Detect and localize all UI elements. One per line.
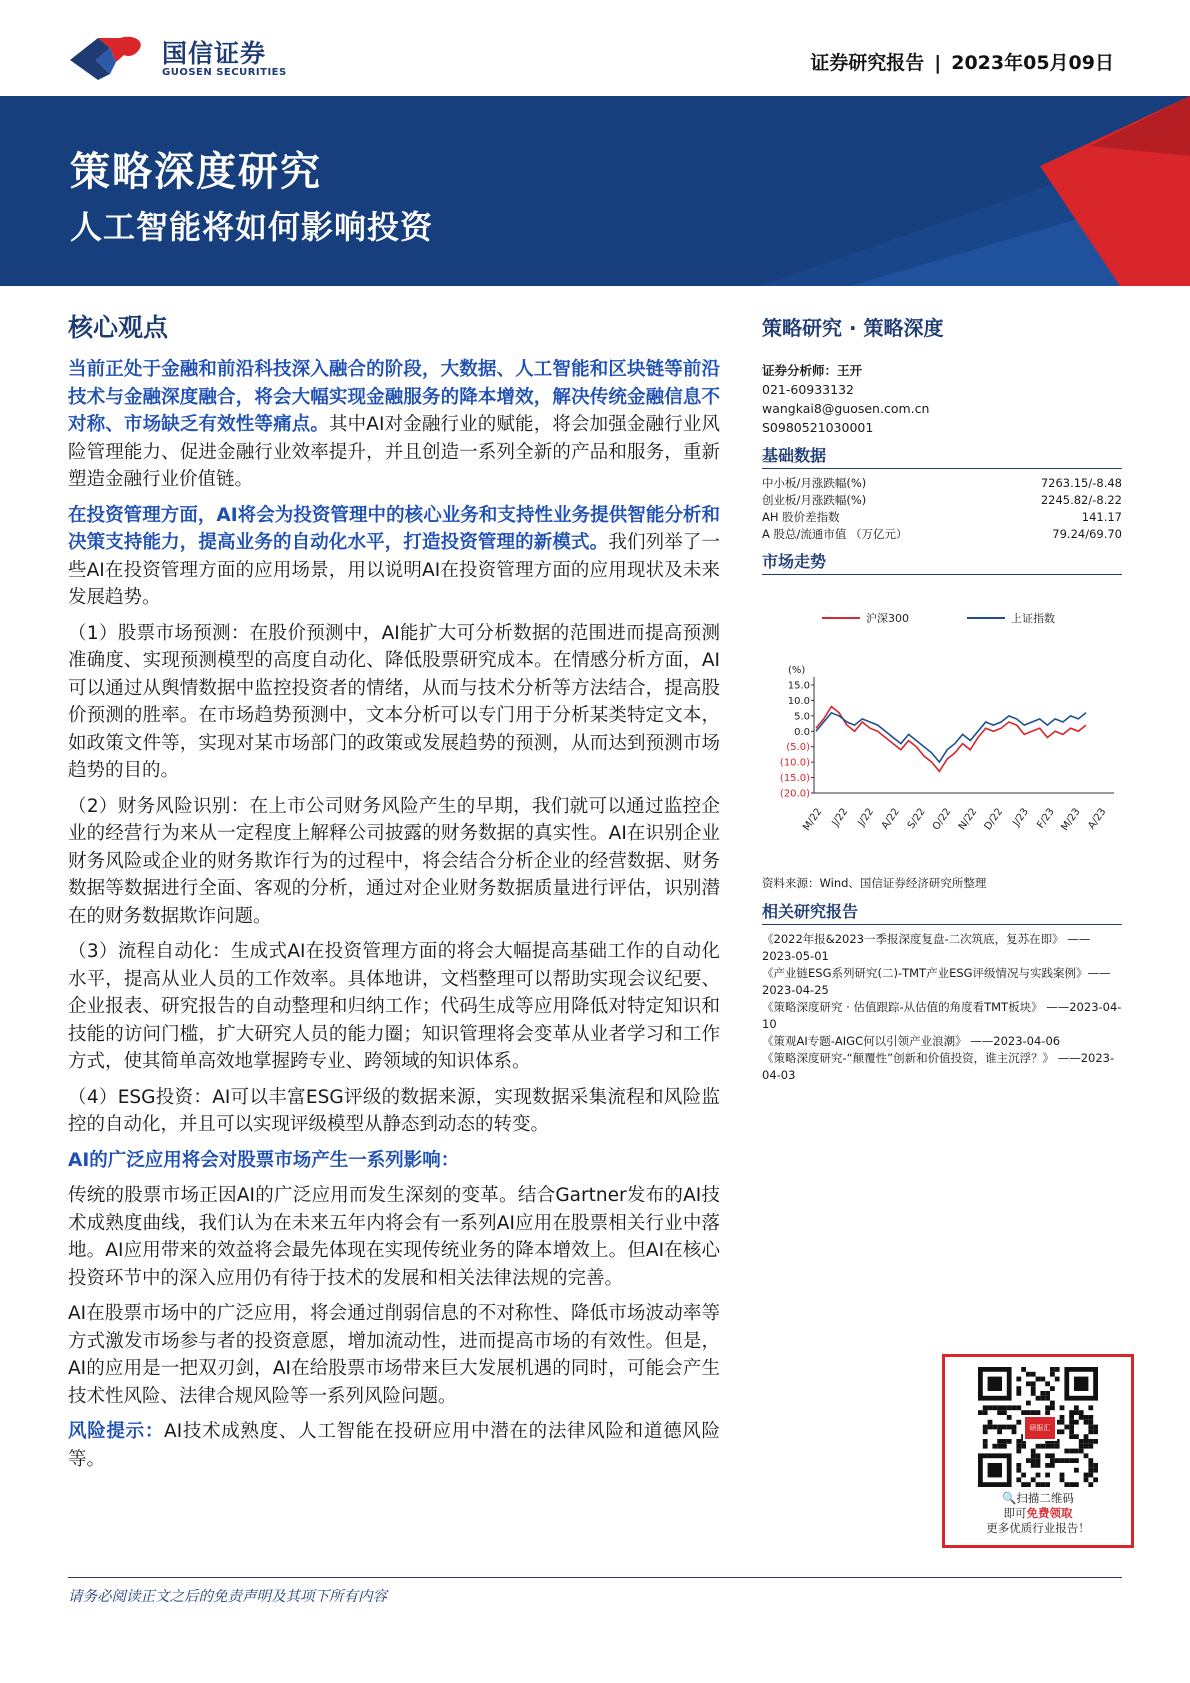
qr-module xyxy=(1069,1449,1074,1454)
qr-module xyxy=(1074,1410,1079,1415)
analyst-phone: 021-60933132 xyxy=(762,382,854,397)
y-axis-unit: (%) xyxy=(788,665,806,676)
x-tick-label: N/22 xyxy=(956,806,980,833)
x-tick-label: F/23 xyxy=(1035,806,1057,831)
qr-module xyxy=(1040,1391,1045,1396)
qr-module xyxy=(1055,1444,1060,1449)
qr-module xyxy=(1064,1449,1069,1454)
x-tick-label: M/22 xyxy=(801,806,825,833)
qr-module xyxy=(1002,1405,1007,1410)
qr-module xyxy=(1069,1415,1074,1420)
series-line xyxy=(816,707,1086,772)
basic-data-table xyxy=(762,475,1122,543)
basic-row xyxy=(762,509,1122,526)
qr-center-logo: 研报汇 xyxy=(1023,1415,1057,1441)
qr-module xyxy=(983,1410,988,1415)
impact-heading: AI的广泛应用将会对股票市场产生一系列影响： xyxy=(68,1149,460,1171)
qr-module xyxy=(1002,1425,1007,1430)
qr-module xyxy=(1069,1458,1074,1463)
qr-module xyxy=(1093,1429,1098,1434)
qr-module xyxy=(997,1410,1002,1415)
qr-module xyxy=(1016,1405,1021,1410)
qr-module xyxy=(1074,1434,1079,1439)
qr-module xyxy=(988,1420,993,1425)
qr-promo[interactable] xyxy=(942,1354,1134,1548)
qr-module xyxy=(1084,1453,1089,1458)
related-report-item[interactable]: 《策略深度研究-“颠覆性”创新和价值投资，谁主沉浮？》 ——2023-04-03 xyxy=(762,1051,1115,1082)
qr-module xyxy=(1026,1381,1031,1386)
qr-module xyxy=(997,1444,1002,1449)
qr-module xyxy=(1069,1425,1074,1430)
qr-module xyxy=(1084,1415,1089,1420)
qr-module xyxy=(1016,1463,1021,1468)
qr-module xyxy=(1016,1439,1021,1444)
report-type: 证券研究报告 xyxy=(810,52,925,74)
qr-module xyxy=(1045,1381,1050,1386)
qr-module xyxy=(1060,1458,1065,1463)
qr-module xyxy=(1079,1410,1084,1415)
qr-module xyxy=(1036,1473,1041,1478)
qr-module xyxy=(983,1425,988,1430)
qr-module xyxy=(978,1410,983,1415)
basic-row xyxy=(762,526,1122,543)
brand-name-cn: 国信证券 xyxy=(162,39,267,68)
qr-module xyxy=(1088,1463,1093,1468)
qr-module xyxy=(1045,1473,1050,1478)
analyst-cert: S0980521030001 xyxy=(762,420,874,435)
qr-module xyxy=(1026,1401,1031,1406)
qr-module xyxy=(1016,1386,1021,1391)
basic-key: 中小板/月涨跌幅(%) xyxy=(762,476,867,490)
analyst-name: 证券分析师：王开 xyxy=(762,363,863,378)
qr-module xyxy=(1064,1482,1069,1487)
x-tick-label: D/22 xyxy=(982,806,1006,833)
related-report-item[interactable]: 《2022年报&2023一季报深度复盘-二次筑底，复苏在即》 ——2023-05-01 xyxy=(762,932,1091,963)
qr-module xyxy=(1002,1439,1007,1444)
sidebar xyxy=(762,300,1122,1084)
qr-module xyxy=(1079,1449,1084,1454)
qr-module xyxy=(1016,1468,1021,1473)
qr-module xyxy=(1045,1453,1050,1458)
qr-module xyxy=(1088,1429,1093,1434)
paragraph-1 xyxy=(68,356,720,494)
qr-module xyxy=(992,1405,997,1410)
qr-finder xyxy=(988,1377,1002,1391)
qr-module xyxy=(1088,1405,1093,1410)
related-report-item[interactable]: 《策观AI专题-AIGC何以引领产业浪潮》 ——2023-04-06 xyxy=(762,1034,1061,1048)
paragraph-esg: （4）ESG投资：AI可以丰富ESG评级的数据来源，实现数据采集流程和风险监控的自动化，并且可以实现评级模型从静态到动态的转变。 xyxy=(68,1086,720,1135)
qr-module xyxy=(1036,1458,1041,1463)
qr-module xyxy=(1084,1439,1089,1444)
qr-module xyxy=(1088,1420,1093,1425)
risk-warning xyxy=(68,1418,720,1473)
qr-caption-prefix: 即可 xyxy=(1003,1506,1027,1520)
qr-module xyxy=(1031,1449,1036,1454)
qr-module xyxy=(1045,1463,1050,1468)
market-trend-heading: 市场走势 xyxy=(762,549,1122,575)
guosen-logo-icon xyxy=(70,34,150,80)
qr-module xyxy=(1060,1415,1065,1420)
qr-caption-free xyxy=(945,1506,1131,1521)
qr-module xyxy=(1026,1482,1031,1487)
qr-module xyxy=(1055,1458,1060,1463)
footer-divider xyxy=(68,1577,1122,1578)
qr-module xyxy=(1045,1444,1050,1449)
qr-module xyxy=(1036,1444,1041,1449)
qr-caption-highlight: 免费领取 xyxy=(1026,1506,1073,1520)
qr-module xyxy=(1045,1391,1050,1396)
qr-caption-scan: 🔍扫描二维码 xyxy=(1002,1491,1074,1505)
paragraph-financial-risk: （2）财务风险识别：在上市公司财务风险产生的早期，我们就可以通过监控企业的经营行为来从一定程度上解释公司披露的财务数据的真实性。AI在识别企业财务风险或企业的财务欺诈行为的过程中，将会结合分析企业的经营数据、财务数据等数据进行全面、客观的分析，通过对企业财务数据质量进行评估，识别潜在的财务数据欺诈问题。 xyxy=(68,795,720,927)
paragraph-2 xyxy=(68,502,720,612)
x-tick-label: M/23 xyxy=(1059,806,1083,833)
meta-separator: | xyxy=(934,52,942,74)
market-trend-chart xyxy=(762,581,1122,873)
sidebar-title: 策略研究 · 策略深度 xyxy=(762,316,944,340)
qr-module xyxy=(1050,1458,1055,1463)
trend-chart-svg xyxy=(762,581,1122,873)
x-tick-label: A/22 xyxy=(879,806,902,832)
qr-module xyxy=(1088,1473,1093,1478)
qr-module xyxy=(1026,1458,1031,1463)
qr-module xyxy=(1088,1425,1093,1430)
qr-module xyxy=(1007,1425,1012,1430)
basic-row xyxy=(762,475,1122,492)
qr-module xyxy=(1031,1386,1036,1391)
related-reports-list xyxy=(762,931,1122,1084)
y-tick-label: 15.0 xyxy=(787,680,810,692)
x-tick-label: J/23 xyxy=(1011,806,1032,829)
qr-module xyxy=(988,1425,993,1430)
qr-module xyxy=(1060,1477,1065,1482)
x-tick-label: O/22 xyxy=(930,806,954,833)
analyst-email[interactable]: wangkai8@guosen.com.cn xyxy=(762,401,930,416)
qr-module xyxy=(1050,1463,1055,1468)
x-tick-label: J/22 xyxy=(830,806,851,829)
qr-module xyxy=(1093,1468,1098,1473)
qr-module xyxy=(1069,1420,1074,1425)
qr-module xyxy=(1060,1405,1065,1410)
p1-text: 其中AI对金融行业的赋能，将会加强金融行业风险管理能力、促进金融行业效率提升，并且创造一系列全新的产品和服务，重新塑造金融行业价值链。 xyxy=(68,414,720,490)
x-tick-label: A/23 xyxy=(1086,806,1109,832)
qr-module xyxy=(1036,1377,1041,1382)
p2-text: 我们列举了一些AI在投资管理方面的应用场景，用以说明AI在投资管理方面的应用现状及未来发展趋势。 xyxy=(68,532,720,608)
brand-name-en: GUOSEN SECURITIES xyxy=(162,67,287,78)
qr-module xyxy=(1016,1449,1021,1454)
basic-value: 79.24/69.70 xyxy=(1052,527,1122,541)
qr-module xyxy=(1050,1453,1055,1458)
qr-module xyxy=(1045,1396,1050,1401)
qr-module xyxy=(1040,1482,1045,1487)
legend-label: 上证指数 xyxy=(1011,612,1055,625)
qr-module xyxy=(1021,1482,1026,1487)
qr-module xyxy=(1084,1420,1089,1425)
qr-module xyxy=(1084,1477,1089,1482)
qr-module xyxy=(1021,1444,1026,1449)
title-banner xyxy=(0,96,1190,286)
qr-module xyxy=(1088,1415,1093,1420)
qr-module xyxy=(1060,1473,1065,1478)
series-line xyxy=(816,713,1086,762)
qr-module xyxy=(1084,1434,1089,1439)
qr-module xyxy=(1069,1410,1074,1415)
qr-module xyxy=(1016,1391,1021,1396)
qr-module xyxy=(1060,1420,1065,1425)
qr-module xyxy=(983,1439,988,1444)
qr-module xyxy=(988,1405,993,1410)
basic-key: AH 股价差指数 xyxy=(762,510,840,524)
qr-module xyxy=(1074,1449,1079,1454)
y-tick-label: (10.0) xyxy=(779,757,810,769)
qr-module xyxy=(1031,1391,1036,1396)
qr-module xyxy=(1088,1482,1093,1487)
x-tick-label: S/22 xyxy=(905,806,928,832)
qr-module xyxy=(1040,1444,1045,1449)
qr-module xyxy=(1079,1439,1084,1444)
qr-module xyxy=(1088,1439,1093,1444)
qr-module xyxy=(1036,1396,1041,1401)
qr-module xyxy=(1021,1473,1026,1478)
qr-module xyxy=(1074,1468,1079,1473)
qr-module xyxy=(1031,1372,1036,1377)
qr-module xyxy=(1012,1425,1017,1430)
paragraph-automation: （3）流程自动化：生成式AI在投资管理方面的将会大幅提高基础工作的自动化水平，提高从业人员的工作效率。具体地讲，文档整理可以帮助实现会议纪要、企业报表、研究报告的自动整理和归纳工作；代码生成等应用降低对特定知识和技能的访问门槛，扩大研究人员的能力圈；知识管理将会变革从业者学习和工作方式，使其简单高效地掌握跨专业、跨领域的知识体系。 xyxy=(68,941,720,1072)
report-meta xyxy=(810,48,1114,75)
y-tick-label: 10.0 xyxy=(787,695,810,707)
qr-module xyxy=(992,1425,997,1430)
y-tick-label: (5.0) xyxy=(786,742,810,754)
basic-value: 141.17 xyxy=(1081,510,1122,524)
basic-key: A 股总/流通市值 （万亿元） xyxy=(762,527,908,541)
qr-module xyxy=(1074,1420,1079,1425)
qr-module xyxy=(1016,1420,1021,1425)
qr-caption-more: 更多优质行业报告！ xyxy=(986,1521,1090,1535)
page-header xyxy=(0,0,1190,96)
y-tick-label: (15.0) xyxy=(779,773,810,785)
related-report-item[interactable]: 《产业链ESG系列研究(二)-TMT产业ESG评级情况与实践案例》——2023-04-25 xyxy=(762,966,1111,997)
related-reports-heading: 相关研究报告 xyxy=(762,899,1122,925)
legend-label: 沪深300 xyxy=(866,612,909,625)
qr-module xyxy=(1074,1482,1079,1487)
paragraph-market-change: 传统的股票市场正因AI的广泛应用而发生深刻的变革。结合Gartner发布的AI技术成熟度曲线，我们认为在未来五年内将会有一系列AI应用在股票相关行业中落地。AI应用带来的效益将会最先体现在实现传统业务的降本增效上。但AI在核心投资环节中的深入应用仍有待于技术的发展和相关法律法规的完善。 xyxy=(68,1185,720,1289)
qr-module xyxy=(1093,1477,1098,1482)
qr-module xyxy=(1084,1444,1089,1449)
qr-module xyxy=(1069,1434,1074,1439)
qr-module xyxy=(997,1425,1002,1430)
qr-module xyxy=(1050,1386,1055,1391)
qr-module xyxy=(997,1405,1002,1410)
qr-module xyxy=(1007,1405,1012,1410)
report-title: 人工智能将如何影响投资 xyxy=(70,208,434,246)
qr-module xyxy=(1031,1458,1036,1463)
qr-module xyxy=(1002,1444,1007,1449)
qr-module xyxy=(1088,1468,1093,1473)
qr-module xyxy=(1036,1453,1041,1458)
qr-module xyxy=(1064,1425,1069,1430)
qr-module xyxy=(1031,1453,1036,1458)
paragraph-stock-prediction: （1）股票市场预测：在股价预测中，AI能扩大可分析数据的范围进而提高预测准确度、实现预测模型的高度自动化、降低股票研究成本。在情感分析方面，AI可以通过从舆情数据中监控投资者的情绪，从而与技术分析等方法结合，提高股价预测的胜率。在市场趋势预测中，文本分析可以专门用于分析某类特定文本，如政策文件等，实现对某市场部门的政策或发展趋势的预测，从而达到预测市场趋势的目的。 xyxy=(68,622,720,781)
y-tick-label: 5.0 xyxy=(794,711,810,723)
related-report-item[interactable]: 《策略深度研究 · 估值跟踪-从估值的角度看TMT板块》 ——2023-04-10 xyxy=(762,1000,1122,1031)
qr-module xyxy=(1069,1429,1074,1434)
qr-module xyxy=(1093,1463,1098,1468)
qr-module xyxy=(1055,1367,1060,1372)
qr-module xyxy=(1040,1396,1045,1401)
qr-module xyxy=(1055,1377,1060,1382)
qr-module xyxy=(1088,1458,1093,1463)
basic-key: 创业板/月涨跌幅(%) xyxy=(762,493,867,507)
qr-module xyxy=(1088,1444,1093,1449)
report-date: 2023年05月09日 xyxy=(951,52,1114,74)
qr-module xyxy=(1007,1439,1012,1444)
qr-module xyxy=(1012,1405,1017,1410)
qr-module xyxy=(983,1444,988,1449)
p2-highlight: 在投资管理方面，AI将会为投资管理中的核心业务和支持性业务提供智能分析和决策支持能力，提高业务的自动化水平，打造投资管理的新模式。 xyxy=(68,504,720,553)
qr-module xyxy=(1069,1482,1074,1487)
qr-finder xyxy=(988,1463,1002,1477)
paragraph-market-effect: AI在股票市场中的广泛应用，将会通过削弱信息的不对称性、降低市场波动率等方式激发市场参与者的投资意愿，增加流动性，进而提高市场的有效性。但是，AI的应用是一把双刃剑，AI在给股票市场带来巨大发展机遇的同时，可能会产生技术性风险、法律合规风险等一系列风险问题。 xyxy=(68,1303,720,1407)
qr-module xyxy=(1045,1482,1050,1487)
qr-module xyxy=(1093,1439,1098,1444)
qr-module xyxy=(1079,1444,1084,1449)
qr-module xyxy=(1007,1415,1012,1420)
qr-module xyxy=(1036,1482,1041,1487)
qr-module xyxy=(1036,1463,1041,1468)
qr-module xyxy=(997,1439,1002,1444)
qr-finder xyxy=(1074,1377,1088,1391)
x-tick-label: J/22 xyxy=(856,806,877,829)
qr-module xyxy=(1016,1477,1021,1482)
basic-value: 7263.15/-8.48 xyxy=(1040,476,1122,490)
chart-source: 资料来源：Wind、国信证券经济研究所整理 xyxy=(762,876,987,890)
basic-data-heading: 基础数据 xyxy=(762,443,1122,469)
qr-module xyxy=(992,1444,997,1449)
qr-module xyxy=(1060,1429,1065,1434)
qr-module xyxy=(1093,1425,1098,1430)
y-tick-label: 0.0 xyxy=(794,726,810,738)
qr-module xyxy=(1040,1377,1045,1382)
qr-module xyxy=(1016,1377,1021,1382)
basic-row xyxy=(762,492,1122,509)
risk-label: 风险提示： xyxy=(68,1421,165,1442)
qr-module xyxy=(1074,1405,1079,1410)
qr-module xyxy=(1026,1372,1031,1377)
qr-module xyxy=(1021,1367,1026,1372)
qr-module xyxy=(1050,1372,1055,1377)
qr-module xyxy=(1064,1458,1069,1463)
qr-module xyxy=(1016,1444,1021,1449)
disclaimer-note: 请务必阅读正文之后的免责声明及其项下所有内容 xyxy=(68,1589,387,1605)
qr-module xyxy=(1050,1401,1055,1406)
qr-module xyxy=(1050,1367,1055,1372)
qr-module xyxy=(983,1405,988,1410)
report-category: 策略深度研究 xyxy=(70,149,322,195)
p1-highlight: 当前正处于金融和前沿科技深入融合的阶段，大数据、人工智能和区块链等前沿技术与金融深度融合，将会大幅实现金融服务的降本增效，解决传统金融信息不对称、市场缺乏有效性等痛点。 xyxy=(68,359,720,435)
y-tick-label: (20.0) xyxy=(779,788,810,800)
qr-module xyxy=(1012,1429,1017,1434)
basic-value: 2245.82/-8.22 xyxy=(1040,493,1122,507)
qr-module xyxy=(1050,1405,1055,1410)
qr-module xyxy=(1074,1458,1079,1463)
core-view-heading: 核心观点 xyxy=(68,313,169,342)
qr-module xyxy=(1031,1463,1036,1468)
qr-module xyxy=(1045,1405,1050,1410)
qr-module xyxy=(983,1429,988,1434)
qr-module xyxy=(1002,1410,1007,1415)
qr-module xyxy=(1050,1444,1055,1449)
qr-module xyxy=(1031,1477,1036,1482)
main-content xyxy=(68,300,720,1481)
qr-module xyxy=(1031,1381,1036,1386)
risk-text: AI技术成熟度、人工智能在投研应用中潜在的法律风险和道德风险等。 xyxy=(68,1421,720,1470)
qr-module xyxy=(997,1429,1002,1434)
qr-module xyxy=(1079,1415,1084,1420)
qr-module xyxy=(1084,1473,1089,1478)
analyst-info xyxy=(762,361,1122,437)
